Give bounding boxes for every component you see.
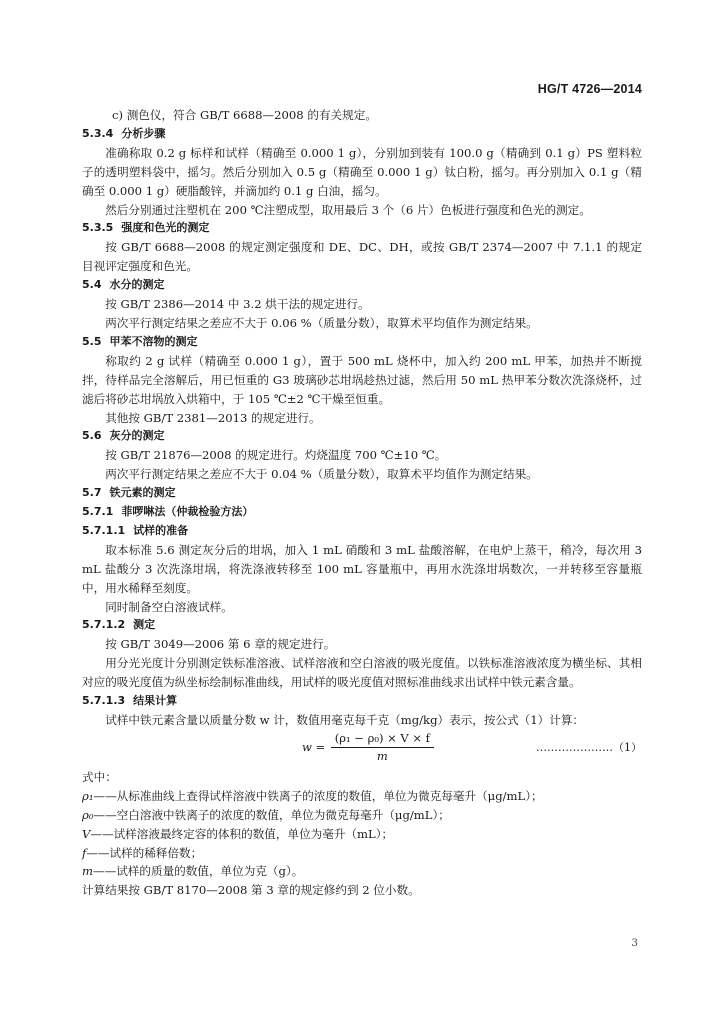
formula-fraction — [331, 730, 434, 765]
paragraph: 两次平行测定结果之差应不大于 0.06 %（质量分数），取算术平均值作为测定结果。 — [105, 315, 538, 330]
section-number: 5.3.4 — [82, 126, 114, 140]
section-heading — [82, 616, 642, 635]
section-number: 5.4 — [82, 278, 102, 292]
section-title: 灰分的测定 — [109, 429, 165, 443]
page-content — [82, 106, 642, 900]
paragraph: 用分光光度计分别测定铁标准溶液、试样溶液和空白溶液的吸光度值。以铁标准溶液浓度为横坐标、其相对应的吸光度值为纵坐标绘制标准曲线，用试样的吸光度值对照标准曲线求出试样中铁元素含量。 — [82, 656, 642, 690]
variable-symbol: f — [82, 845, 87, 860]
section-number: 5.7.1 — [82, 505, 114, 519]
formula-1 — [82, 730, 642, 768]
variable-description: ——从标准曲线上查得试样溶液中铁离子的浓度的数值，单位为微克每毫升（μg/mL）； — [93, 788, 543, 803]
section-title: 铁元素的测定 — [109, 486, 176, 500]
section-title: 测定 — [133, 618, 156, 632]
paragraph: 试样中铁元素含量以质量分数 w 计，数值用毫克每千克（mg/kg）表示，按公式（1）计算： — [105, 713, 585, 727]
formula-expression — [302, 730, 434, 765]
variable-definition — [82, 787, 642, 806]
paragraph: 两次平行测定结果之差应不大于 0.04 %（质量分数），取算术平均值作为测定结果。 — [105, 467, 538, 482]
section-title: 试样的准备 — [133, 523, 189, 537]
variable-definition — [82, 806, 642, 825]
section-title: 强度和色光的测定 — [121, 221, 210, 235]
section-title: 结果计算 — [133, 694, 178, 708]
section-heading — [82, 522, 642, 541]
formula-number: …………………（1） — [536, 740, 642, 754]
standard-code: HG/T 4726—2014 — [537, 82, 642, 96]
section-heading — [82, 427, 642, 446]
section-title: 甲苯不溶物的测定 — [109, 334, 198, 348]
section-heading — [82, 276, 642, 295]
section-title: 分析步骤 — [121, 126, 166, 140]
formula-denominator: m — [376, 748, 388, 763]
paragraph: 然后分别通过注塑机在 200 ℃注塑成型，取用最后 3 个（6 片）色板进行强度和色光的测定。 — [105, 202, 591, 217]
body-text — [82, 106, 642, 730]
variable-description: ——试样的稀释倍数； — [86, 845, 203, 860]
formula-numerator: (ρ₁ − ρ₀) × V × f — [331, 730, 434, 748]
variable-symbol: ρ₁ — [82, 788, 94, 803]
section-number: 5.7 — [82, 486, 102, 500]
paragraph: 同时制备空白溶液试样。 — [105, 599, 233, 614]
section-number: 5.6 — [82, 429, 102, 443]
where-label: 式中： — [82, 769, 117, 784]
paragraph: 按 GB/T 21876—2008 的规定进行。灼烧温度 700 ℃±10 ℃。 — [105, 448, 447, 463]
variable-symbol: m — [82, 864, 93, 879]
list-item: c) 测色仪，符合 GB/T 6688—2008 的有关规定。 — [112, 108, 377, 122]
closing-text: 计算结果按 GB/T 8170—2008 第 3 章的规定修约到 2 位小数。 — [82, 883, 420, 898]
section-heading — [82, 692, 642, 711]
section-heading — [82, 333, 642, 352]
section-heading — [82, 484, 642, 503]
page-number: 3 — [631, 937, 638, 949]
section-title: 水分的测定 — [109, 278, 165, 292]
section-number: 5.5 — [82, 334, 102, 348]
variable-symbol: ρ₀ — [82, 807, 94, 822]
section-title: 菲啰啉法（仲裁检验方法） — [121, 505, 254, 519]
section-number: 5.3.5 — [82, 221, 114, 235]
section-number: 5.7.1.2 — [82, 618, 126, 632]
variable-definition — [82, 825, 642, 844]
paragraph: 准确称取 0.2 g 标样和试样（精确至 0.000 1 g），分别加到装有 100.0 g（精确到 0.1 g）PS 塑料粒子的透明塑料袋中，摇匀。然后分别加入 0.5 g（精确至 0.000 1 g）钛白粉，摇匀。再分别加入 0.1 g（精确至 0.000 1 g）硬脂酸锌，并滴加约 0.1 g 白油，摇匀。 — [82, 145, 642, 198]
paragraph: 按 GB/T 6688—2008 的规定测定强度和 DE、DC、DH，或按 GB/T 2374—2007 中 7.1.1 的规定目视评定强度和色光。 — [82, 240, 642, 274]
formula-lhs: w = — [302, 739, 326, 754]
section-heading — [82, 125, 642, 144]
section-number: 5.7.1.1 — [82, 523, 126, 537]
paragraph: 称取约 2 g 试样（精确至 0.000 1 g），置于 500 mL 烧杯中，加入约 200 mL 甲苯，加热并不断搅拌，待样品完全溶解后，用已恒重的 G3 玻璃砂芯坩埚趁热过滤，然后用 50 mL 热甲苯分数次洗涤烧杯，过滤后将砂芯坩埚放入烘箱中，于 105 ℃±2 ℃干燥至恒重。 — [82, 353, 642, 406]
variable-symbol: V — [82, 826, 91, 841]
variable-definition — [82, 862, 642, 881]
paragraph: 其他按 GB/T 2381—2013 的规定进行。 — [105, 410, 321, 425]
section-heading — [82, 219, 642, 238]
variable-definition — [82, 844, 642, 863]
variable-description: ——试样溶液最终定容的体积的数值，单位为毫升（mL）； — [90, 826, 394, 841]
variable-description: ——空白溶液中铁离子的浓度的数值，单位为微克每毫升（μg/mL）； — [93, 807, 450, 822]
section-heading — [82, 503, 642, 522]
paragraph: 取本标准 5.6 测定灰分后的坩埚，加入 1 mL 硝酸和 3 mL 盐酸溶解，在电炉上蒸干，稍冷，每次用 3 mL 盐酸分 3 次洗涤坩埚，将洗涤液转移至 100 mL 容量瓶中，再用水洗涤坩埚数次，一并转移至容量瓶中，用水稀释至刻度。 — [82, 542, 642, 595]
paragraph: 按 GB/T 2386—2014 中 3.2 烘干法的规定进行。 — [105, 297, 370, 312]
variable-description: ——试样的质量的数值，单位为克（g）。 — [93, 864, 304, 879]
variable-list — [82, 787, 642, 882]
section-number: 5.7.1.3 — [82, 694, 126, 708]
paragraph: 按 GB/T 3049—2006 第 6 章的规定进行。 — [105, 637, 336, 652]
